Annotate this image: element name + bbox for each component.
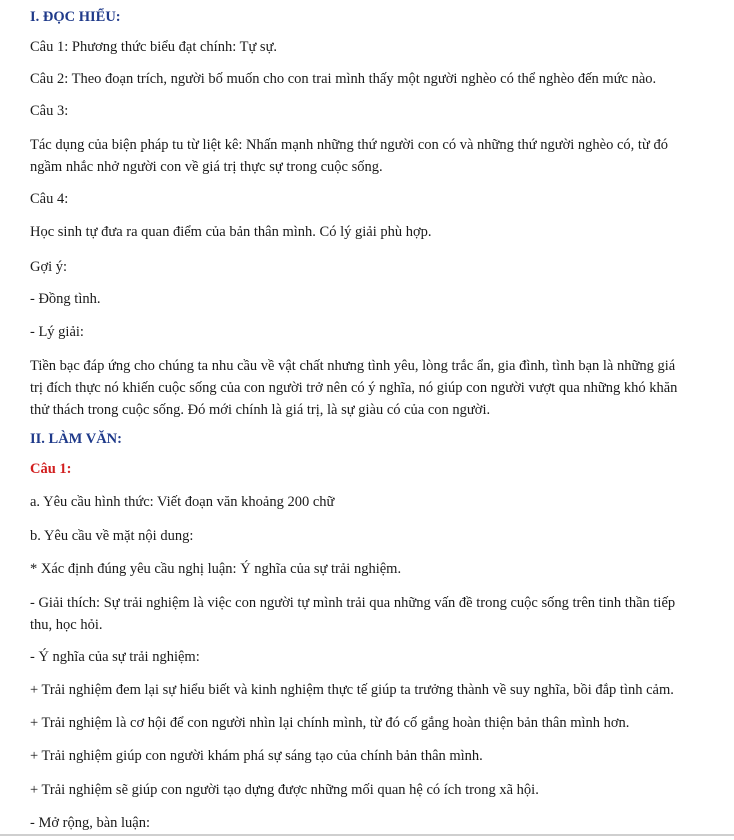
paragraph-line-2: trị đích thực nó khiến cuộc sống của con người trở nên có ý nghĩa, nó giúp con người vượt qua những khó khăn [30,380,678,396]
paragraph-line-1: Tiền bạc đáp ứng cho chúng ta nhu cầu về vật chất nhưng tình yêu, lòng trắc ẩn, gia đình, tình bạn là những giá [30,358,676,374]
section-title-doc-hieu: I. ĐỌC HIỂU: [30,9,121,25]
extension-heading: - Mở rộng, bàn luận: [30,815,151,831]
paragraph-line-3: thử thách trong cuộc sống. Đó mới chính là giá trị, là sự giàu có của con người. [30,402,491,418]
requirement-b: b. Yêu cầu về mặt nội dung: [30,528,194,544]
explain-item: - Lý giải: [30,324,84,340]
answer-cau-2: Câu 2: Theo đoạn trích, người bố muốn cho con trai mình thấy một người nghèo có thể nghèo đến mức nào. [30,71,657,87]
hint-label: Gợi ý: [30,259,68,275]
meaning-heading: - Ý nghĩa của sự trải nghiệm: [30,649,200,665]
question-label-cau-3: Câu 3: [30,103,69,119]
page-bottom-divider [0,834,734,836]
question-label-cau-4: Câu 4: [30,191,69,207]
answer-cau-3-line-1: Tác dụng của biện pháp tu từ liệt kê: Nhấn mạnh những thứ người con có và những thứ người nghèo có, từ đó [30,137,668,153]
section-title-lam-van: II. LÀM VĂN: [30,431,122,447]
meaning-point-4: + Trải nghiệm sẽ giúp con người tạo dựng được những mối quan hệ có ích trong xã hội. [30,782,539,798]
identify-topic: * Xác định đúng yêu cầu nghị luận: Ý nghĩa của sự trải nghiệm. [30,561,402,577]
explanation-line-1: - Giải thích: Sự trải nghiệm là việc con người tự mình trải qua những vấn đề trong cuộc sống trên tinh thần tiếp [30,595,676,611]
meaning-point-1: + Trải nghiệm đem lại sự hiểu biết và kinh nghiệm thực tế giúp ta trưởng thành về suy nghĩa, bồi đắp tình cảm. [30,682,674,698]
question-label-lam-van-cau-1: Câu 1: [30,461,72,477]
agree-item: - Đồng tình. [30,291,101,307]
meaning-point-2: + Trải nghiệm là cơ hội để con người nhìn lại chính mình, từ đó cố gắng hoàn thiện bản thân mình hơn. [30,715,630,731]
meaning-point-3: + Trải nghiệm giúp con người khám phá sự sáng tạo của chính bản thân mình. [30,748,483,764]
requirement-a: a. Yêu cầu hình thức: Viết đoạn văn khoảng 200 chữ [30,494,335,510]
explanation-line-2: thu, học hỏi. [30,617,103,633]
answer-cau-3-line-2: ngầm nhắc nhở người con về giá trị thực sự trong cuộc sống. [30,159,383,175]
answer-cau-1: Câu 1: Phương thức biểu đạt chính: Tự sự. [30,39,278,55]
answer-cau-4: Học sinh tự đưa ra quan điểm của bản thân mình. Có lý giải phù hợp. [30,224,432,240]
